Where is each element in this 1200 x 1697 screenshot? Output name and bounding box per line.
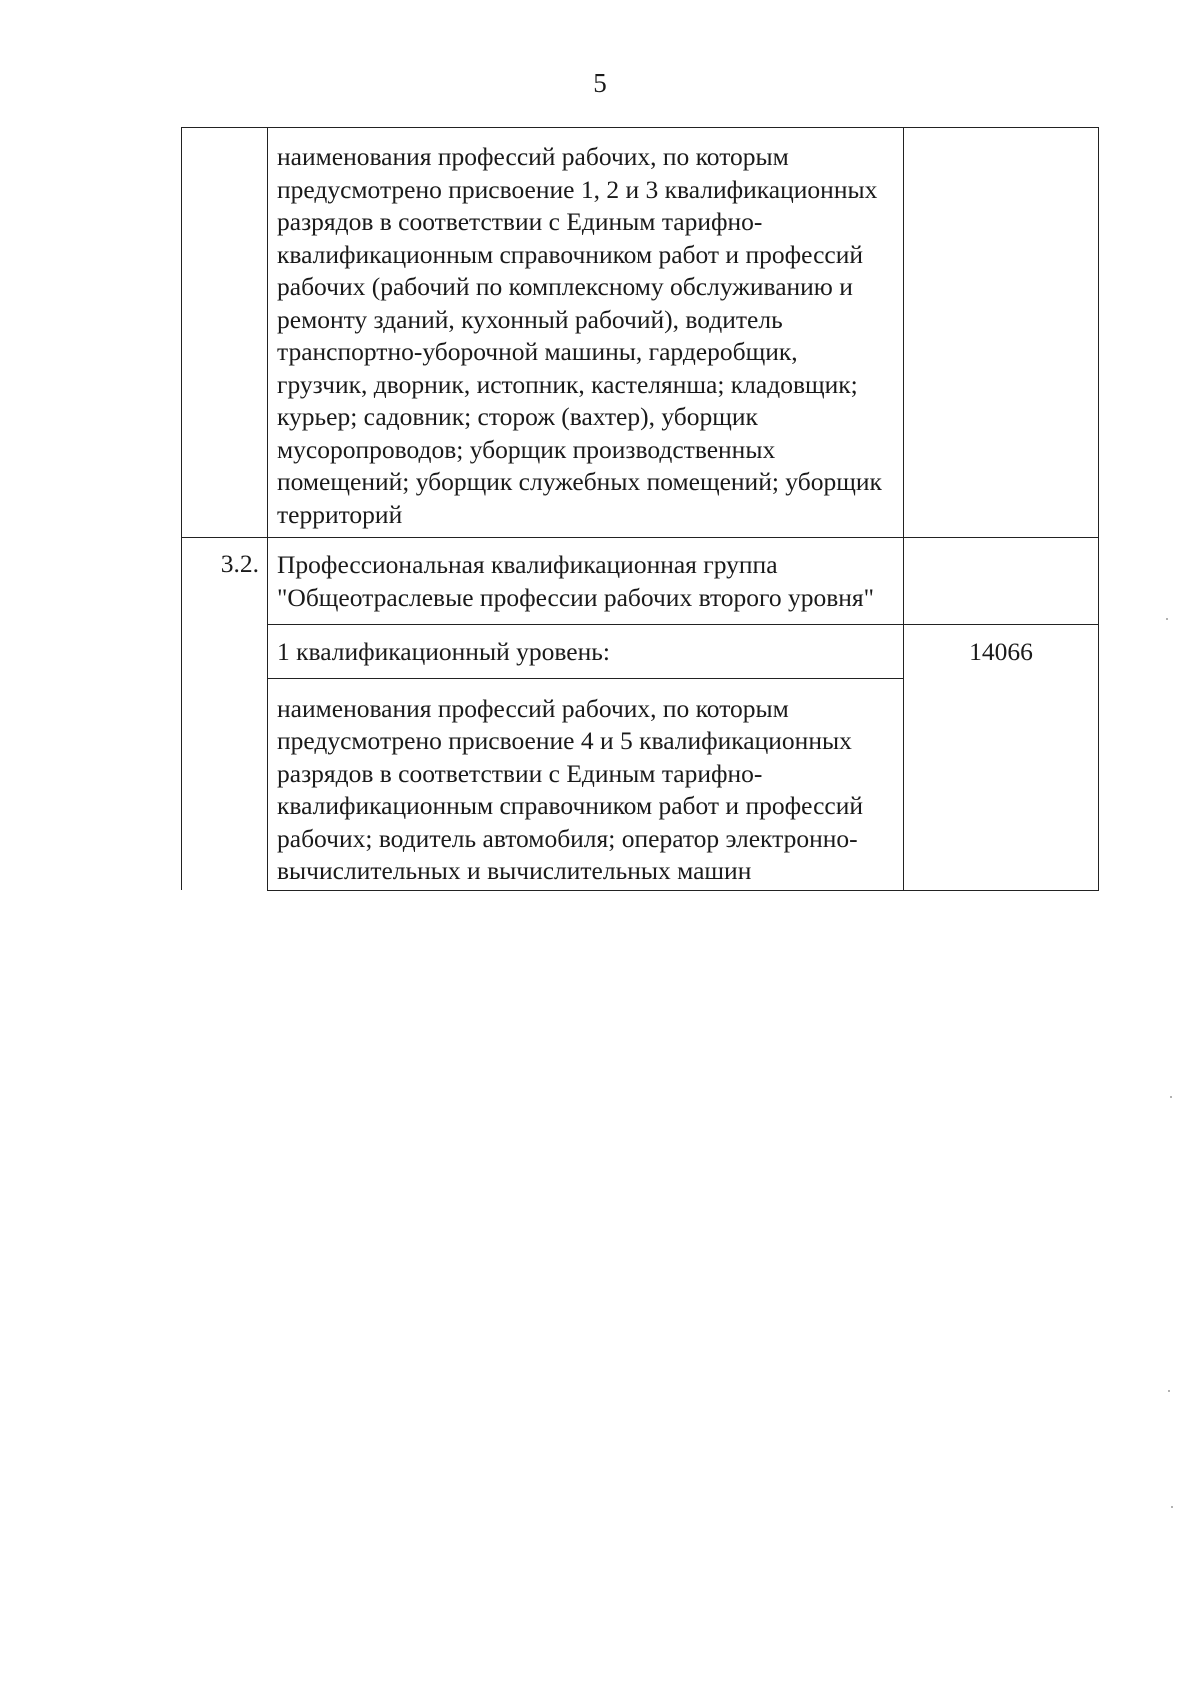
- table-row: [182, 625, 1099, 679]
- scan-speck: [1171, 1506, 1173, 1508]
- profession-list: наименования профессий рабочих, по которым предусмотрено присвоение 4 и 5 квалификационных разрядов в соответствии с Единым тарифно-квалификационным справочником работ и профессий рабочих; водитель автомобиля; оператор электронно-вычислительных и вычислительных машин: [268, 678, 904, 890]
- row-number: 3.2.: [182, 538, 268, 891]
- salary-value: [904, 128, 1099, 538]
- page-number: 5: [593, 68, 607, 98]
- salary-value: 14066: [904, 625, 1099, 891]
- salary-table: [181, 127, 1099, 891]
- table-row: [182, 538, 1099, 625]
- group-title: Профессиональная квалификационная группа "Общеотраслевые профессии рабочих второго уровня": [268, 538, 904, 625]
- qualification-level: 1 квалификационный уровень:: [268, 625, 904, 679]
- profession-list: наименования профессий рабочих, по которым предусмотрено присвоение 1, 2 и 3 квалификационных разрядов в соответствии с Единым тарифно-квалификационным справочником работ и профессий рабочих (рабочий по комплексному обслуживанию и ремонту зданий, кухонный рабочий), водитель транспортно-уборочной машины, гардеробщик, грузчик, дворник, истопник, кастелянша; кладовщик; курьер; садовник; сторож (вахтер), уборщик мусоропроводов; уборщик производственных помещений; уборщик служебных помещений; уборщик территорий: [268, 128, 904, 538]
- scan-speck: [1166, 618, 1168, 620]
- row-number: [182, 128, 268, 538]
- table-row: [182, 128, 1099, 538]
- scan-speck: [1168, 1390, 1170, 1392]
- salary-value: [904, 538, 1099, 625]
- scan-speck: [1170, 1096, 1172, 1098]
